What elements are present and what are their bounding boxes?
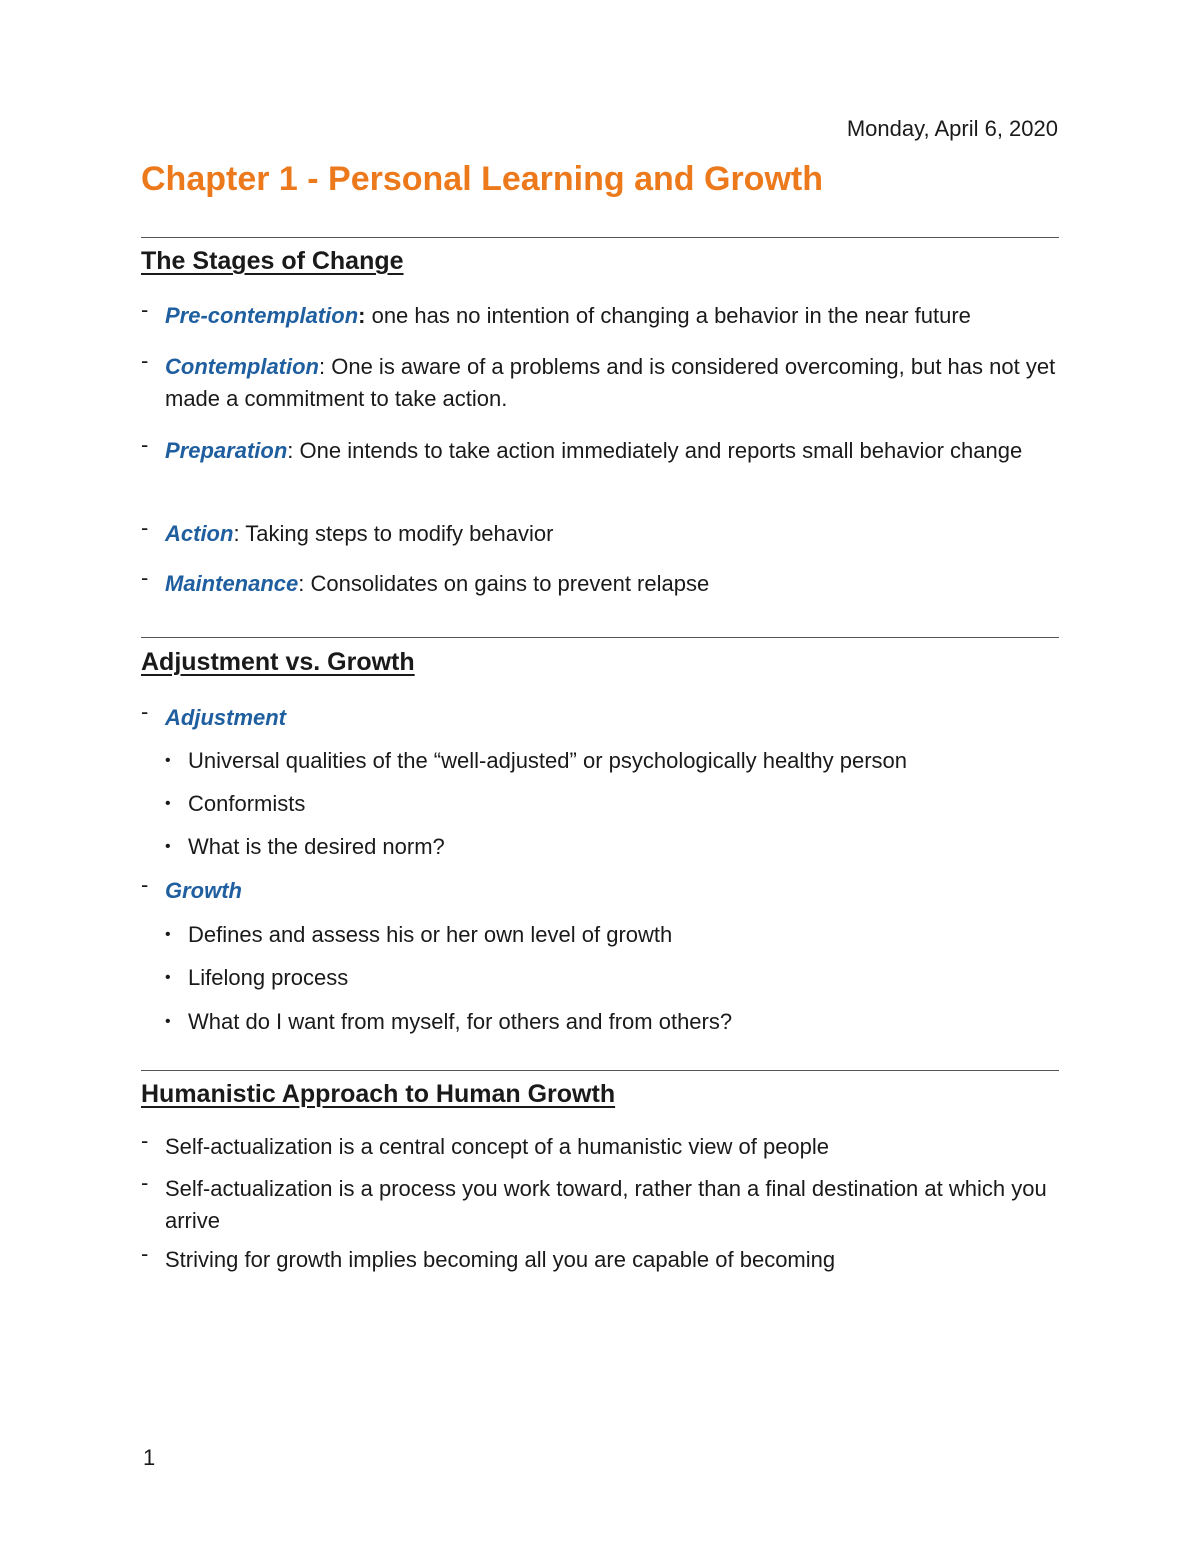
sub-item-text: Defines and assess his or her own level of growth — [188, 922, 673, 947]
term-label: Growth — [165, 878, 242, 903]
dash-marker: - — [141, 1170, 149, 1195]
chapter-title: Chapter 1 - Personal Learning and Growth — [141, 160, 823, 198]
term-label: Preparation — [165, 438, 288, 463]
sub-item-text: Universal qualities of the “well-adjusted” or psychologically healthy person — [188, 748, 908, 773]
bullet-marker: • — [165, 838, 171, 855]
item-text: One is aware of a problems and is considered overcoming, but has not yet made a commitment to take action. — [165, 354, 1056, 411]
sub-item-text: What do I want from myself, for others and from others? — [188, 1009, 733, 1034]
item-text: One intends to take action immediately and reports small behavior change — [293, 438, 1023, 463]
item-text: Self-actualization is a central concept of a humanistic view of people — [165, 1134, 830, 1159]
item-text: Taking steps to modify behavior — [239, 521, 554, 546]
dash-marker: - — [141, 297, 149, 322]
dash-marker: - — [141, 565, 149, 590]
section-heading-adjustment: Adjustment vs. Growth — [141, 648, 415, 676]
term-label: Action — [165, 521, 234, 546]
bullet-marker: • — [165, 969, 171, 986]
bullet-marker: • — [165, 795, 171, 812]
item-text: Self-actualization is a process you work toward, rather than a final destination at which you arrive — [165, 1176, 1047, 1233]
sub-item-text: Lifelong process — [188, 965, 349, 990]
document-page: Monday, April 6, 2020 Chapter 1 - Personal Learning and Growth The Stages of Change - Pre-contemplation: one has no intention of changing a behavior in the near future - Contemplation: One is aware of a problems and is considered overcoming, but has not yet made a commitment to take action. - Preparation: One intends to take action immediately and reports small behavior change - Action: Taking steps to modify behavior - Maintenance: Consolidates on gains to prevent relapse Adjustment vs. Growth - Adjustment • Universal qualities of the “well-adjusted” or psychologically healthy person • Conformists • What is the desired norm? - Growth • Defines and assess his or her own level of growth • Lifelong process • What do I want from myself, for others and from others? Humanistic Approach to Human Growth - Self-actualization is a central concept of a humanistic view of people - Self-actualization is a process you work toward, rather than a final destination at which you arrive - Striving for growth implies becoming all you are capable of becoming 1 — [141, 116, 1058, 1470]
dash-marker: - — [141, 432, 149, 457]
term-label: Pre-contemplation — [165, 303, 359, 328]
dash-marker: - — [141, 699, 149, 724]
dash-marker: - — [141, 348, 149, 373]
dash-marker: - — [141, 1128, 149, 1153]
dash-marker: - — [141, 515, 149, 540]
term-label: Contemplation — [165, 354, 319, 379]
section-heading-stages: The Stages of Change — [141, 247, 404, 275]
item-text: Striving for growth implies becoming all you are capable of becoming — [165, 1247, 836, 1272]
term-label: Maintenance — [165, 571, 299, 596]
term-label: Adjustment — [165, 705, 286, 730]
section-divider — [141, 637, 1059, 638]
item-text: Consolidates on gains to prevent relapse — [304, 571, 710, 596]
bullet-marker: • — [165, 926, 171, 943]
dash-marker: - — [141, 872, 149, 897]
section-divider — [141, 1070, 1059, 1071]
bullet-marker: • — [165, 752, 171, 769]
sub-item-text: Conformists — [188, 791, 306, 816]
sub-item-text: What is the desired norm? — [188, 834, 445, 859]
bullet-marker: • — [165, 1013, 171, 1030]
document-date: Monday, April 6, 2020 — [846, 116, 1058, 141]
section-divider — [141, 237, 1059, 238]
item-text: one has no intention of changing a behavior in the near future — [365, 303, 971, 328]
page-number: 1 — [143, 1445, 156, 1470]
section-heading-humanistic: Humanistic Approach to Human Growth — [141, 1080, 616, 1108]
dash-marker: - — [141, 1241, 149, 1266]
